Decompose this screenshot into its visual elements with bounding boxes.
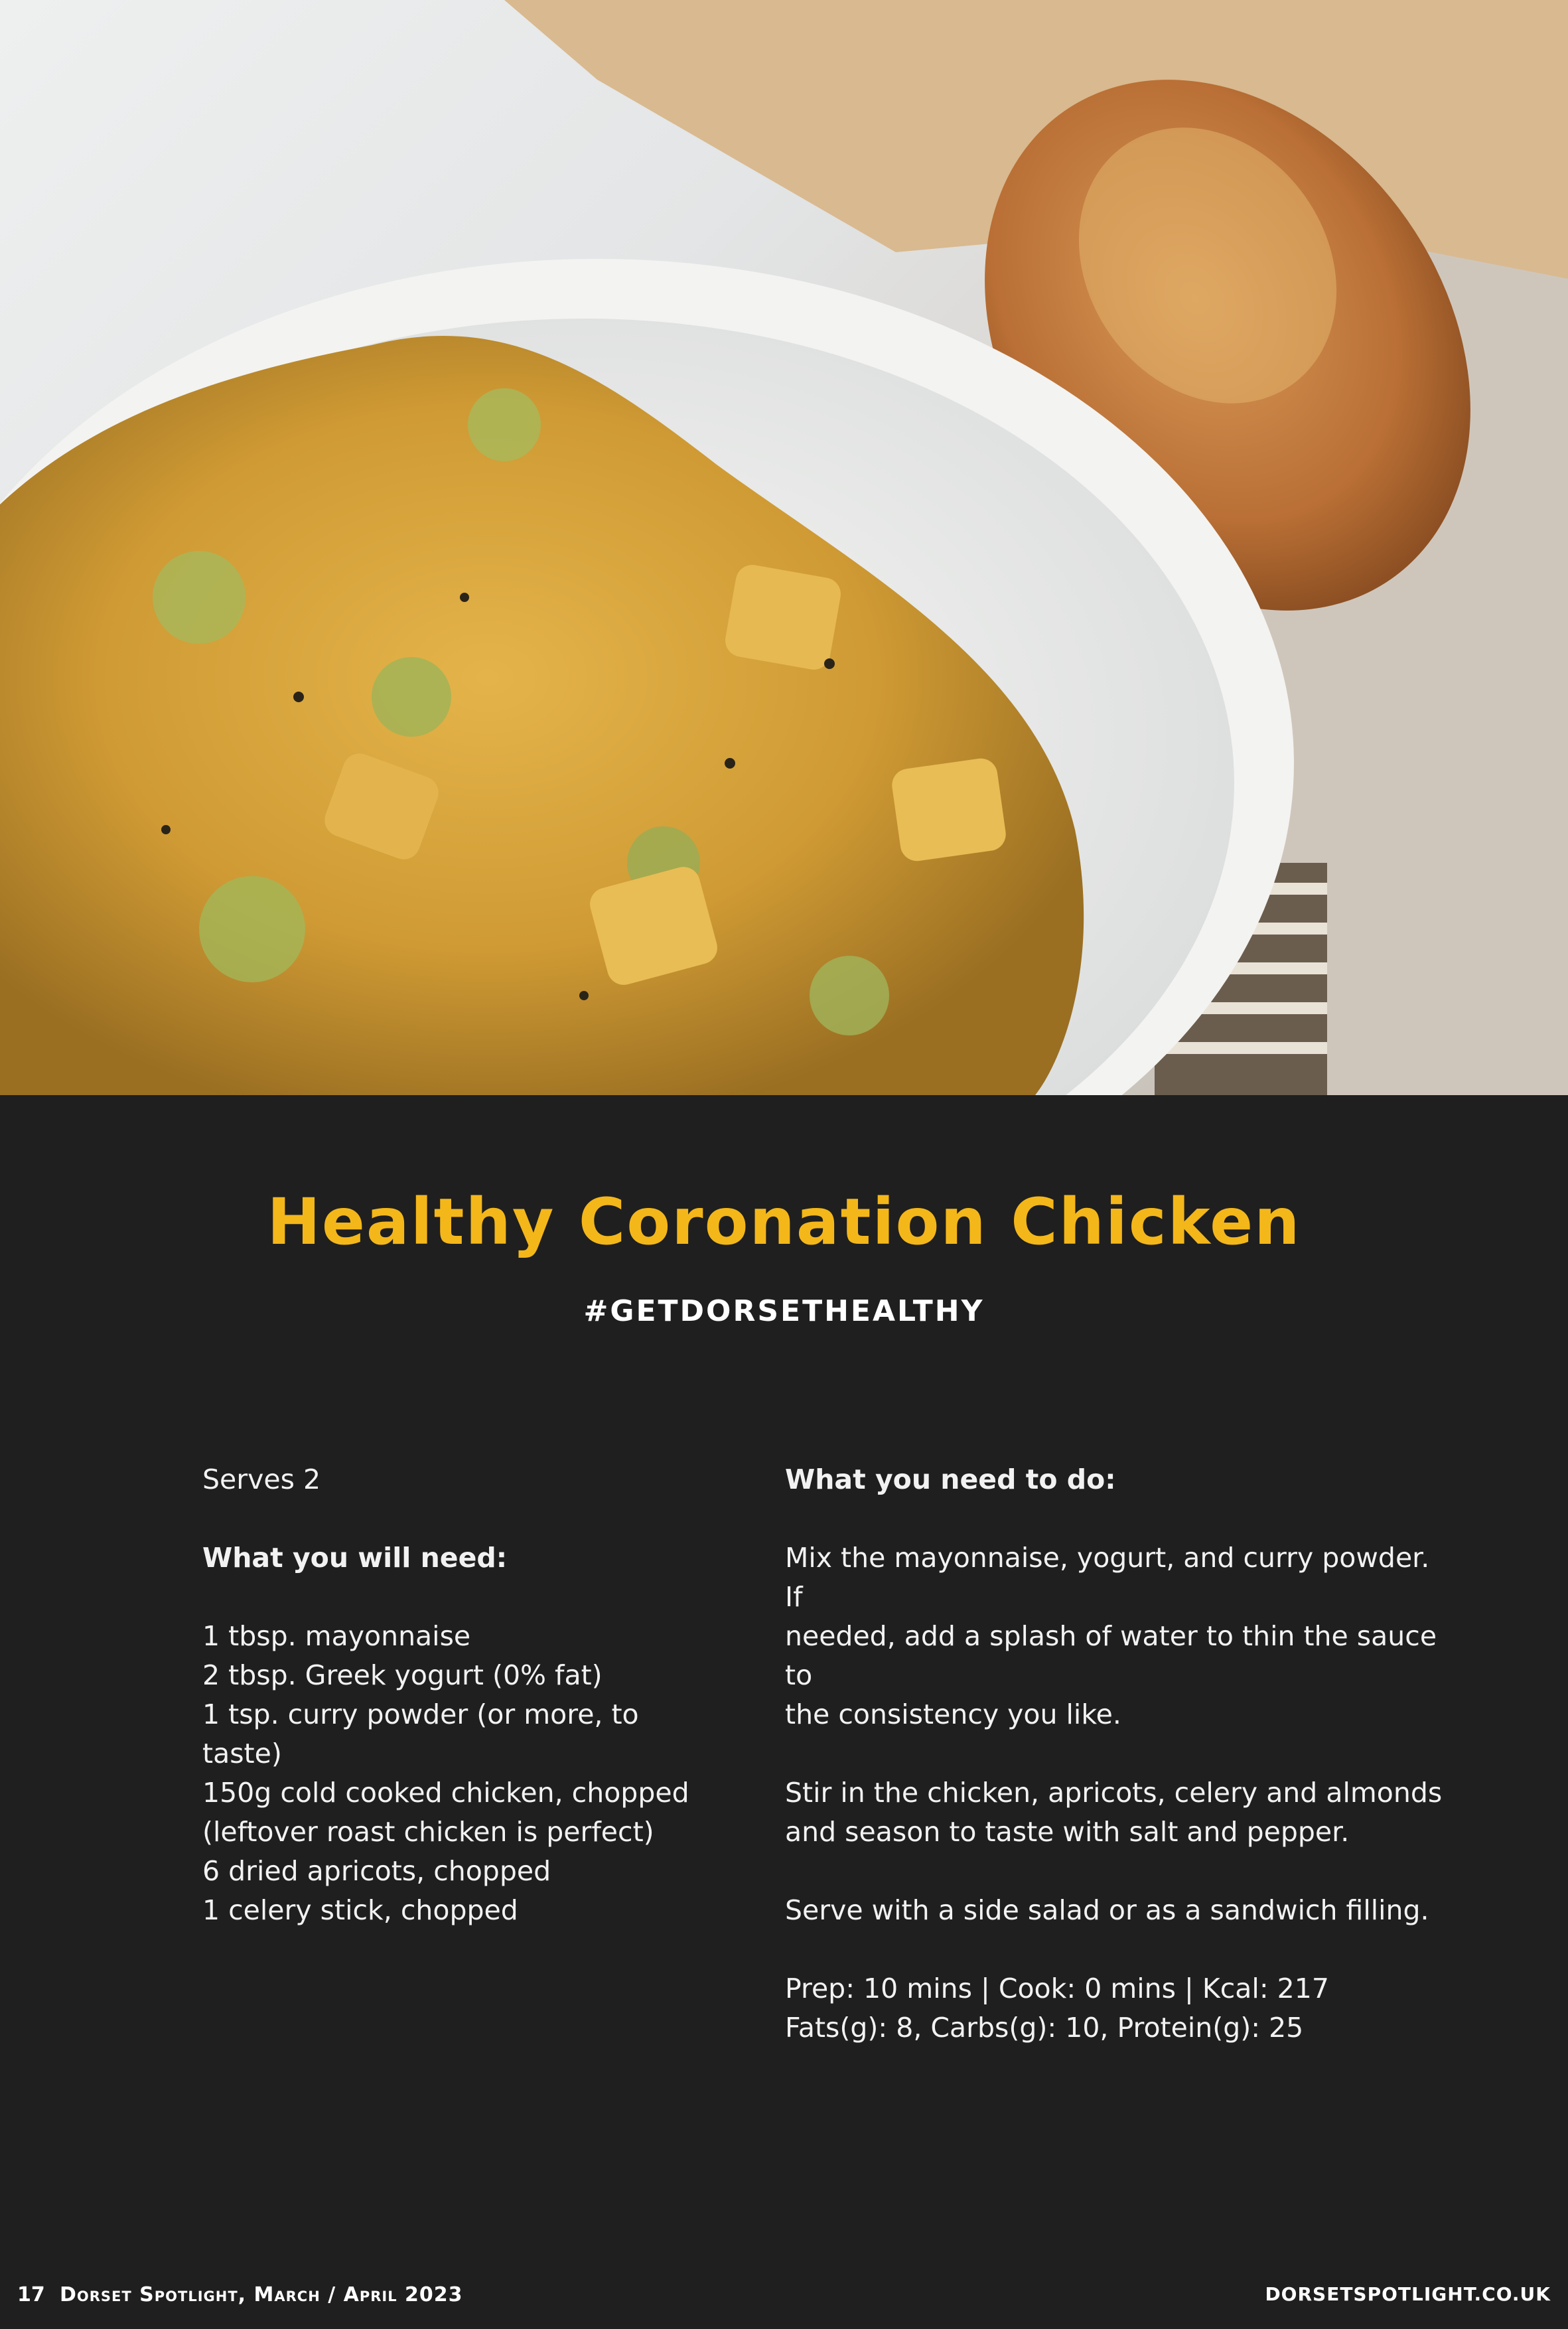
method-line: the consistency you like. [785,1698,1121,1730]
ingredient-line: 1 tbsp. mayonnaise [202,1620,471,1652]
stats-line: Prep: 10 mins | Cook: 0 mins | Kcal: 217 [785,1973,1329,2004]
ingredient-line: 150g cold cooked chicken, chopped [202,1777,689,1809]
method-line: needed, add a splash of water to thin the sauce to [785,1620,1437,1691]
method-line: Stir in the chicken, apricots, celery and almonds [785,1777,1443,1809]
page-number: 17 [17,2283,45,2306]
ingredient-line: (leftover roast chicken is perfect) [202,1816,654,1848]
ingredient-line: 1 celery stick, chopped [202,1894,518,1926]
method-line: and season to taste with salt and pepper. [785,1816,1350,1848]
method-column [785,1460,1455,2048]
ingredient-line: 2 tbsp. Greek yogurt (0% fat) [202,1659,603,1691]
food-photo-illustration [0,0,1568,1095]
hero-food-photo [0,0,1568,1095]
ingredient-line: taste) [202,1738,282,1769]
ingredients-heading: What you will need: [202,1542,508,1574]
ingredient-line: 1 tsp. curry powder (or more, to [202,1698,639,1730]
hashtag: #GETDORSETHEALTHY [583,1294,985,1328]
recipe-title: Healthy Coronation Chicken [267,1185,1301,1259]
serves-text: Serves 2 [202,1464,321,1495]
ingredient-line: 6 dried apricots, chopped [202,1855,551,1887]
method-heading: What you need to do: [785,1464,1116,1495]
magazine-issue: Dorset Spotlight, March / April 2023 [60,2283,463,2306]
page-footer [0,2283,1568,2323]
ingredients-column [202,1460,707,1930]
nutrition-line: Fats(g): 8, Carbs(g): 10, Protein(g): 25 [785,2012,1304,2044]
method-line: Serve with a side salad or as a sandwich filling. [785,1894,1429,1926]
recipe-panel [0,1095,1568,2329]
website-link[interactable]: DORSETSPOTLIGHT.CO.UK [1265,2283,1551,2305]
method-line: Mix the mayonnaise, yogurt, and curry powder. If [785,1542,1430,1613]
